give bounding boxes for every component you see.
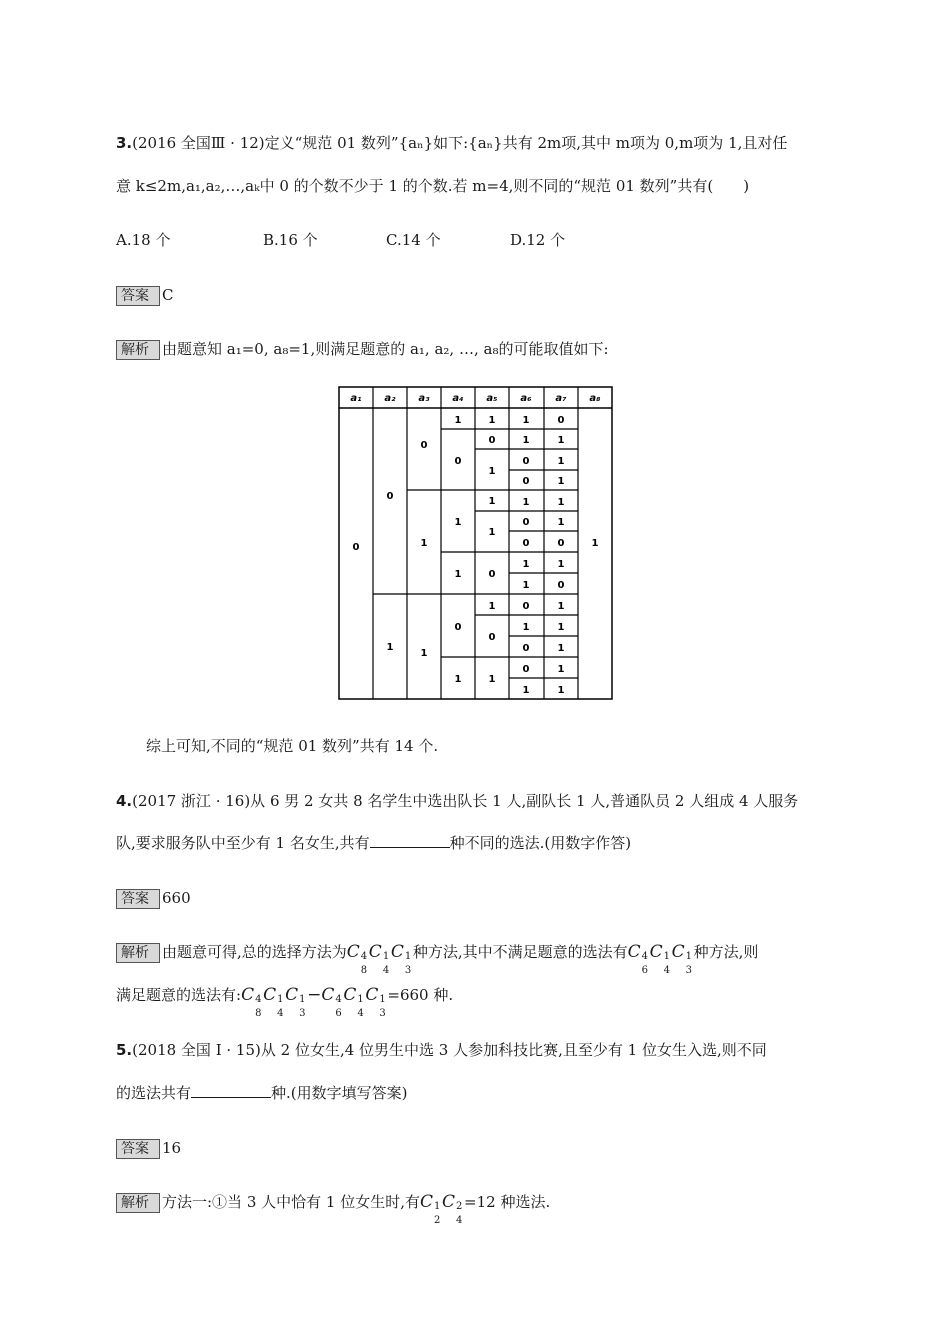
table-cell: 1 xyxy=(557,685,565,696)
table-cell: 1 xyxy=(454,674,462,685)
q4-analysis-line2 xyxy=(116,985,454,1019)
formula-c6-4-c4-1-c3-1: C 4 6 C 1 4 C 1 3 xyxy=(627,942,693,976)
header-a3: a₃ xyxy=(418,393,430,404)
q4-answer-row xyxy=(116,888,191,909)
table-cell: 1 xyxy=(557,456,565,467)
q4-stem-line1: (2017 浙江 · 16)从 6 男 2 女共 8 名学生中选出队长 1 人,副队长 1 人,普通队员 2 人组成 4 人服务 xyxy=(132,792,799,810)
formula-c8-4-c4-1-c3-1: C 4 8 C 1 4 C 1 3 xyxy=(346,942,412,976)
table-cell: 1 xyxy=(557,643,565,654)
table-cell: 1 xyxy=(488,674,496,685)
table-cell: 1 xyxy=(420,648,428,659)
table-cell: 1 xyxy=(522,559,530,570)
q5-line2 xyxy=(116,1083,408,1103)
q5-analysis-a2: =12 种选法. xyxy=(464,1193,551,1211)
q3-stem-line1: (2016 全国Ⅲ · 12)定义“规范 01 数列”{aₙ}如下:{aₙ}共有 2m项,其中 m项为 0,m项为 1,且对任 xyxy=(132,134,788,152)
q3-number: 3. xyxy=(116,134,133,152)
table-cell: 0 xyxy=(522,664,530,675)
q3-analysis: 由题意知 a₁=0, a₈=1,则满足题意的 a₁, a₂, …, a₈的可能取值如下: xyxy=(162,340,609,358)
q5-stem-line1: (2018 全国 Ⅰ · 15)从 2 位女生,4 位男生中选 3 人参加科技比赛,且至少有 1 位女生入选,则不同 xyxy=(132,1041,767,1059)
q4-stem-line2b: 种不同的选法.(用数字作答) xyxy=(449,834,632,852)
q4-analysis-a1: 由题意可得,总的选择方法为 xyxy=(162,943,347,961)
table-cell: 0 xyxy=(352,542,360,553)
table-cell: 1 xyxy=(386,642,394,653)
table-cell: 1 xyxy=(557,601,565,612)
table-cell: 1 xyxy=(522,415,530,426)
q3-option-a: A.18 个 xyxy=(116,231,171,249)
table-cell: 0 xyxy=(488,435,496,446)
table-cell: 1 xyxy=(454,415,462,426)
q3-analysis-row xyxy=(116,339,609,360)
q3-answer: C xyxy=(162,286,174,304)
header-a8: a₈ xyxy=(589,393,601,404)
q4-analysis-a3: 种方法,则 xyxy=(693,943,759,961)
sequence-table xyxy=(338,386,614,702)
answer-blank[interactable] xyxy=(191,1083,271,1098)
q3-option-d: D.12 个 xyxy=(510,231,566,249)
q4-analysis-a5: =660 种. xyxy=(387,986,454,1004)
table-cell: 0 xyxy=(488,569,496,580)
table-cell: 1 xyxy=(488,527,496,538)
table-cell: 0 xyxy=(557,580,565,591)
analysis-badge: 解析 xyxy=(116,1193,160,1213)
q4-line2 xyxy=(116,833,631,853)
table-cell: 1 xyxy=(522,497,530,508)
header-a7: a₇ xyxy=(555,393,567,404)
q4-line1 xyxy=(116,791,798,811)
q5-stem-line2a: 的选法共有 xyxy=(116,1084,192,1102)
q3-line1 xyxy=(116,133,787,153)
header-a5: a₅ xyxy=(486,393,498,404)
table-cell: 0 xyxy=(386,491,394,502)
table-cell: 1 xyxy=(557,476,565,487)
table-cell: 0 xyxy=(522,538,530,549)
table-cell: 0 xyxy=(488,632,496,643)
header-a6: a₆ xyxy=(520,393,532,404)
table-cell: 0 xyxy=(522,601,530,612)
q4-number: 4. xyxy=(116,792,133,810)
q3-line2: 意 k≤2m,a₁,a₂,…,aₖ中 0 的个数不少于 1 的个数.若 m=4,则不同的“规范 01 数列”共有( ) xyxy=(116,177,750,195)
answer-badge: 答案 xyxy=(116,286,160,306)
header-a1: a₁ xyxy=(350,393,362,404)
answer-blank[interactable] xyxy=(370,833,450,848)
table-cell: 0 xyxy=(557,538,565,549)
table-cell: 0 xyxy=(420,440,428,451)
q4-analysis-line1 xyxy=(116,942,759,976)
table-cell: 0 xyxy=(522,517,530,528)
table-cell: 1 xyxy=(557,664,565,675)
table-cell: 1 xyxy=(557,559,565,570)
table-cell: 1 xyxy=(420,538,428,549)
q4-analysis-a2: 种方法,其中不满足题意的选法有 xyxy=(412,943,628,961)
table-cell: 0 xyxy=(522,643,530,654)
analysis-badge: 解析 xyxy=(116,340,160,360)
answer-badge: 答案 xyxy=(116,1139,160,1159)
table-cell: 1 xyxy=(488,415,496,426)
table-cell: 0 xyxy=(557,415,565,426)
table-cell: 1 xyxy=(488,466,496,477)
formula-difference: C 4 8 C 1 4 C 1 3 −C 4 6 C 1 4 C 1 3 xyxy=(241,985,386,1019)
q3-conclusion: 综上可知,不同的“规范 01 数列”共有 14 个. xyxy=(146,737,439,755)
table-cell: 1 xyxy=(557,435,565,446)
q3-answer-row xyxy=(116,285,173,306)
q4-analysis-a4: 满足题意的选法有: xyxy=(116,986,242,1004)
q5-stem-line2b: 种.(用数字填写答案) xyxy=(271,1084,408,1102)
table-cell: 1 xyxy=(591,538,599,549)
table-cell: 1 xyxy=(454,569,462,580)
table-cell: 1 xyxy=(488,496,496,507)
q3-options xyxy=(116,230,565,250)
table-cell: 0 xyxy=(454,456,462,467)
table-grid xyxy=(339,387,612,699)
q3-option-b: B.16 个 xyxy=(263,231,318,249)
table-cell: 1 xyxy=(522,622,530,633)
table-cell: 0 xyxy=(522,476,530,487)
table-cell: 0 xyxy=(522,456,530,467)
answer-badge: 答案 xyxy=(116,889,160,909)
analysis-badge: 解析 xyxy=(116,943,160,963)
q3-option-c: C.14 个 xyxy=(386,231,441,249)
q5-answer: 16 xyxy=(162,1139,182,1157)
table-cell: 1 xyxy=(522,435,530,446)
table-cell: 0 xyxy=(454,622,462,633)
q4-answer: 660 xyxy=(162,889,191,907)
q5-number: 5. xyxy=(116,1041,133,1059)
table-cell: 1 xyxy=(454,517,462,528)
table-cell: 1 xyxy=(557,622,565,633)
table-cell: 1 xyxy=(522,685,530,696)
table-cell: 1 xyxy=(488,601,496,612)
header-a4: a₄ xyxy=(452,393,464,404)
q5-analysis-row xyxy=(116,1192,551,1226)
table-cell: 1 xyxy=(522,580,530,591)
table-cell: 1 xyxy=(557,497,565,508)
q5-answer-row xyxy=(116,1138,181,1159)
header-a2: a₂ xyxy=(384,393,396,404)
q5-line1 xyxy=(116,1040,767,1060)
formula-c2-1-c4-2: C 1 2 C 2 4 xyxy=(419,1192,463,1226)
q5-analysis-a1: 方法一:①当 3 人中恰有 1 位女生时,有 xyxy=(162,1193,420,1211)
table-cell: 1 xyxy=(557,517,565,528)
q4-stem-line2a: 队,要求服务队中至少有 1 名女生,共有 xyxy=(116,834,370,852)
